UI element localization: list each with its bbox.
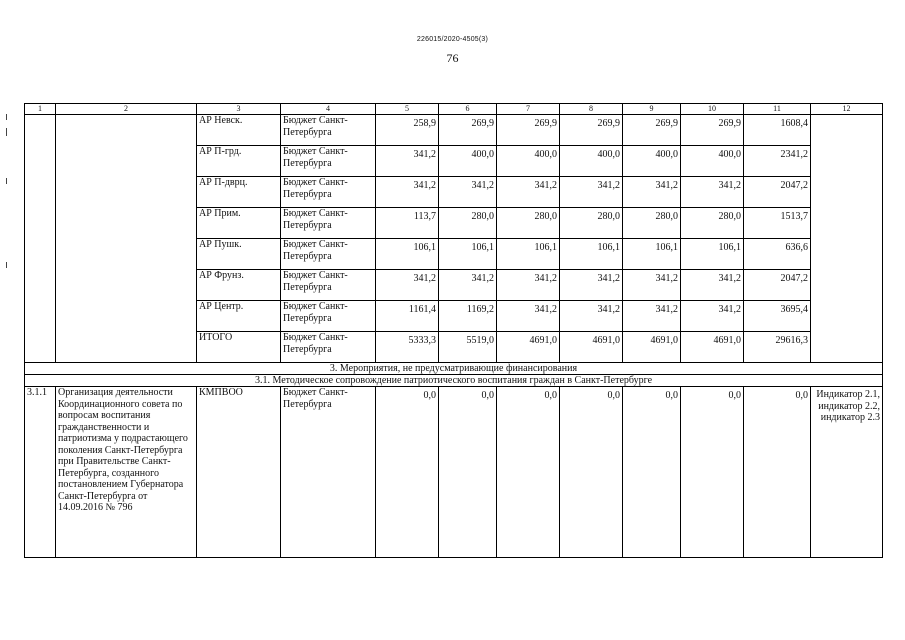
amount-cell: 0,0 xyxy=(497,387,560,558)
item-number-cell: 3.1.1 xyxy=(25,387,56,558)
measure-name-cell xyxy=(56,115,197,363)
amount-cell: 0,0 xyxy=(681,387,744,558)
amount-cell: 1608,4 xyxy=(744,115,811,146)
amount-cell: 2341,2 xyxy=(744,146,811,177)
amount-cell: 341,2 xyxy=(439,270,497,301)
executor-cell: АР П-дврц. xyxy=(197,177,281,208)
column-number: 12 xyxy=(811,104,883,115)
column-number: 8 xyxy=(560,104,623,115)
amount-cell: 400,0 xyxy=(681,146,744,177)
column-number: 10 xyxy=(681,104,744,115)
amount-cell: 341,2 xyxy=(623,177,681,208)
amount-cell: 341,2 xyxy=(623,270,681,301)
column-number: 5 xyxy=(376,104,439,115)
amount-cell: 341,2 xyxy=(560,177,623,208)
amount-cell: 400,0 xyxy=(623,146,681,177)
amount-cell: 106,1 xyxy=(681,239,744,270)
amount-cell: 341,2 xyxy=(376,177,439,208)
amount-cell: 0,0 xyxy=(439,387,497,558)
column-number: 9 xyxy=(623,104,681,115)
amount-cell: 269,9 xyxy=(497,115,560,146)
page-number: 76 xyxy=(446,51,459,65)
indicator-cell xyxy=(811,177,883,208)
amount-cell: 5333,3 xyxy=(376,332,439,363)
funding-source-cell: Бюджет Санкт-Петербурга xyxy=(281,115,376,146)
amount-cell: 0,0 xyxy=(623,387,681,558)
financing-table xyxy=(24,103,883,558)
executor-cell: АР Центр. xyxy=(197,301,281,332)
funding-source-cell: Бюджет Санкт-Петербурга xyxy=(281,270,376,301)
executor-cell: АР Пушк. xyxy=(197,239,281,270)
indicator-cell xyxy=(811,332,883,363)
amount-cell: 5519,0 xyxy=(439,332,497,363)
amount-cell: 636,6 xyxy=(744,239,811,270)
amount-cell: 341,2 xyxy=(497,270,560,301)
amount-cell: 341,2 xyxy=(376,270,439,301)
amount-cell: 400,0 xyxy=(439,146,497,177)
indicator-cell: Индикатор 2.1, индикатор 2.2, индикатор 2.3 xyxy=(811,387,883,558)
column-number: 4 xyxy=(281,104,376,115)
amount-cell: 113,7 xyxy=(376,208,439,239)
amount-cell: 341,2 xyxy=(439,177,497,208)
section-heading: 3. Мероприятия, не предусматривающие финансирования xyxy=(25,363,883,375)
funding-source-cell: Бюджет Санкт-Петербурга xyxy=(281,332,376,363)
executor-cell: АР Фрунз. xyxy=(197,270,281,301)
amount-cell: 1169,2 xyxy=(439,301,497,332)
amount-cell: 269,9 xyxy=(623,115,681,146)
amount-cell: 280,0 xyxy=(681,208,744,239)
amount-cell: 341,2 xyxy=(681,177,744,208)
amount-cell: 280,0 xyxy=(497,208,560,239)
column-number: 2 xyxy=(56,104,197,115)
amount-cell: 400,0 xyxy=(497,146,560,177)
amount-cell: 280,0 xyxy=(623,208,681,239)
amount-cell: 1161,4 xyxy=(376,301,439,332)
section-heading-row xyxy=(25,363,883,375)
executor-cell: АР Прим. xyxy=(197,208,281,239)
amount-cell: 106,1 xyxy=(623,239,681,270)
executor-cell: АР Невск. xyxy=(197,115,281,146)
column-number-row xyxy=(25,104,883,115)
executor-cell: АР П-грд. xyxy=(197,146,281,177)
amount-cell: 341,2 xyxy=(497,301,560,332)
indicator-cell xyxy=(811,208,883,239)
amount-cell: 341,2 xyxy=(681,270,744,301)
measure-row xyxy=(25,387,883,558)
amount-cell: 280,0 xyxy=(560,208,623,239)
amount-cell: 341,2 xyxy=(560,270,623,301)
executor-cell: КМПВОО xyxy=(197,387,281,558)
column-number: 7 xyxy=(497,104,560,115)
funding-source-cell: Бюджет Санкт-Петербурга xyxy=(281,146,376,177)
amount-cell: 0,0 xyxy=(560,387,623,558)
funding-source-cell: Бюджет Санкт-Петербурга xyxy=(281,208,376,239)
column-number: 3 xyxy=(197,104,281,115)
scan-margin-mark xyxy=(6,262,7,268)
amount-cell: 280,0 xyxy=(439,208,497,239)
subsection-heading: 3.1. Методическое сопровождение патриотического воспитания граждан в Санкт-Петербурге xyxy=(25,375,883,387)
amount-cell: 269,9 xyxy=(560,115,623,146)
indicator-cell xyxy=(811,115,883,146)
amount-cell: 1513,7 xyxy=(744,208,811,239)
amount-cell: 0,0 xyxy=(744,387,811,558)
column-number: 6 xyxy=(439,104,497,115)
amount-cell: 400,0 xyxy=(560,146,623,177)
amount-cell: 2047,2 xyxy=(744,270,811,301)
amount-cell: 341,2 xyxy=(560,301,623,332)
amount-cell: 4691,0 xyxy=(560,332,623,363)
amount-cell: 341,2 xyxy=(497,177,560,208)
amount-cell: 2047,2 xyxy=(744,177,811,208)
column-number: 11 xyxy=(744,104,811,115)
scan-margin-mark xyxy=(6,114,7,120)
scan-margin-mark xyxy=(6,128,7,136)
amount-cell: 341,2 xyxy=(681,301,744,332)
indicator-cell xyxy=(811,146,883,177)
amount-cell: 3695,4 xyxy=(744,301,811,332)
indicator-cell xyxy=(811,239,883,270)
funding-source-cell: Бюджет Санкт-Петербурга xyxy=(281,301,376,332)
executor-cell: ИТОГО xyxy=(197,332,281,363)
amount-cell: 106,1 xyxy=(497,239,560,270)
indicator-cell xyxy=(811,270,883,301)
amount-cell: 4691,0 xyxy=(497,332,560,363)
amount-cell: 106,1 xyxy=(376,239,439,270)
scan-margin-mark xyxy=(6,178,7,184)
funding-source-cell: Бюджет Санкт-Петербурга xyxy=(281,239,376,270)
measure-name-cell: Организация деятельности Координационного совета по вопросам воспитания гражданственности и патриотизма у подрастающего поколения Санкт-Петербурга при Правительстве Санкт-Петербурга, созданного постановлением Губернатора Санкт-Петербурга от 14.09.2016 № 796 xyxy=(56,387,197,558)
amount-cell: 106,1 xyxy=(439,239,497,270)
amount-cell: 106,1 xyxy=(560,239,623,270)
document-registration-code: 226015/2020-4505(3) xyxy=(416,36,489,43)
indicator-cell xyxy=(811,301,883,332)
amount-cell: 258,9 xyxy=(376,115,439,146)
amount-cell: 0,0 xyxy=(376,387,439,558)
column-number: 1 xyxy=(25,104,56,115)
amount-cell: 269,9 xyxy=(439,115,497,146)
amount-cell: 29616,3 xyxy=(744,332,811,363)
amount-cell: 269,9 xyxy=(681,115,744,146)
table-row xyxy=(25,115,883,146)
subsection-heading-row xyxy=(25,375,883,387)
item-number-cell xyxy=(25,115,56,363)
amount-cell: 4691,0 xyxy=(623,332,681,363)
amount-cell: 341,2 xyxy=(376,146,439,177)
table-body xyxy=(25,104,883,558)
funding-source-cell: Бюджет Санкт-Петербурга xyxy=(281,177,376,208)
amount-cell: 4691,0 xyxy=(681,332,744,363)
funding-source-cell: Бюджет Санкт-Петербурга xyxy=(281,387,376,558)
amount-cell: 341,2 xyxy=(623,301,681,332)
